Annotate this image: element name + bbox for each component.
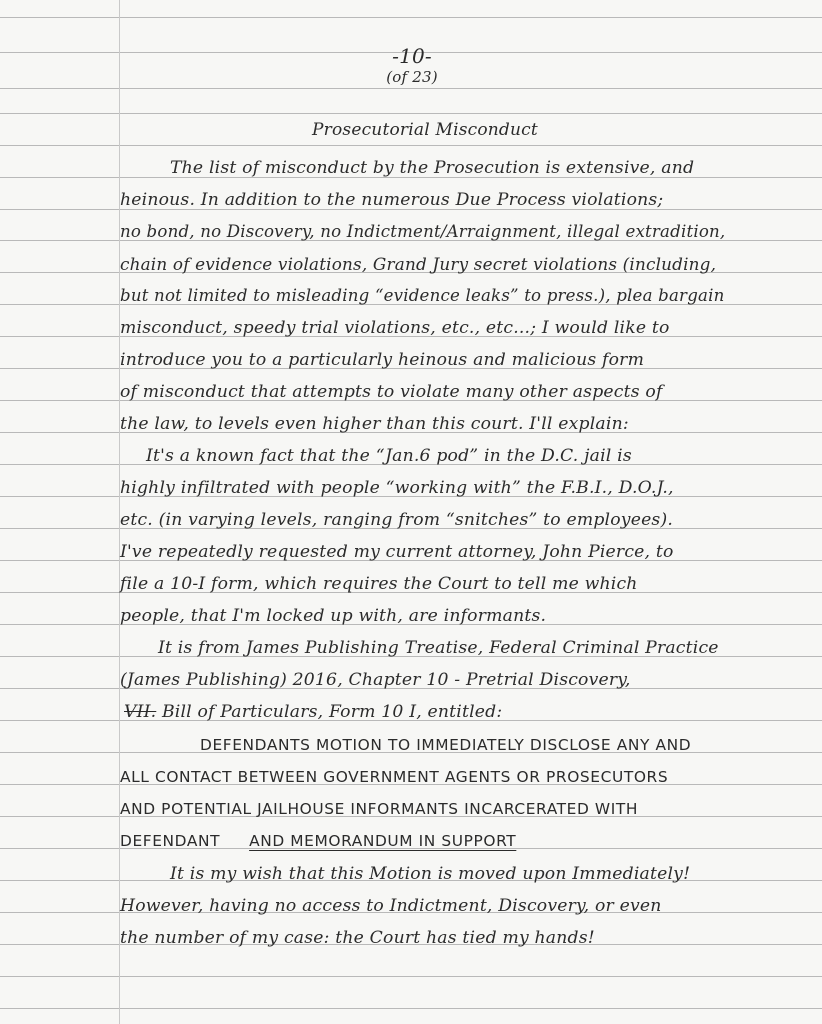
motion-title-line: ALL CONTACT BETWEEN GOVERNMENT AGENTS OR PROSECUTORS — [120, 768, 669, 786]
page-count: (of 23) — [386, 68, 438, 86]
section-title: Prosecutorial Misconduct — [312, 120, 538, 140]
page-number: -10- — [392, 44, 432, 68]
text-line: highly infiltrated with people “working with” the F.B.I., D.O.J., — [120, 478, 674, 498]
text-line: misconduct, speedy trial violations, etc., etc...; I would like to — [120, 318, 670, 338]
struck-prefix: VII. — [124, 702, 157, 722]
text-segment: DEFENDANT — [120, 832, 221, 850]
text-line: chain of evidence violations, Grand Jury secret violations (including, — [120, 254, 717, 274]
text-line: no bond, no Discovery, no Indictment/Arraignment, illegal extradition, — [120, 222, 726, 241]
text-segment: Bill of Particulars, Form 10 I, entitled: — [161, 702, 503, 722]
motion-title-line: AND POTENTIAL JAILHOUSE INFORMANTS INCARCERATED WITH — [120, 800, 639, 818]
underlined-heading: AND MEMORANDUM IN SUPPORT — [249, 832, 517, 850]
text-line: I've repeatedly requested my current attorney, John Pierce, to — [120, 542, 674, 562]
text-line: etc. (in varying levels, ranging from “snitches” to employees). — [120, 510, 674, 530]
ruled-line — [0, 976, 822, 977]
text-line: However, having no access to Indictment, Discovery, or even — [120, 896, 662, 916]
text-line — [124, 702, 502, 722]
ruled-line — [0, 17, 822, 18]
text-line: introduce you to a particularly heinous and malicious form — [120, 350, 645, 370]
ruled-line — [0, 145, 822, 146]
text-line: heinous. In addition to the numerous Due Process violations; — [120, 190, 664, 210]
motion-title-line — [120, 832, 516, 850]
text-line: It's a known fact that the “Jan.6 pod” in the D.C. jail is — [146, 446, 632, 466]
text-line: the number of my case: the Court has tied my hands! — [120, 928, 595, 948]
text-line: file a 10-I form, which requires the Court to tell me which — [120, 574, 638, 594]
motion-title-line: DEFENDANTS MOTION TO IMMEDIATELY DISCLOSE ANY AND — [200, 736, 692, 754]
text-line: It is my wish that this Motion is moved upon Immediately! — [170, 864, 691, 884]
text-line: the law, to levels even higher than this court. I'll explain: — [120, 414, 629, 434]
text-line: of misconduct that attempts to violate many other aspects of — [120, 382, 663, 402]
text-line: but not limited to misleading “evidence leaks” to press.), plea bargain — [120, 286, 725, 305]
text-line: people, that I'm locked up with, are informants. — [120, 606, 547, 626]
text-line: The list of misconduct by the Prosecution is extensive, and — [170, 158, 695, 178]
ruled-line — [0, 1008, 822, 1009]
ruled-line — [0, 88, 822, 89]
text-line: (James Publishing) 2016, Chapter 10 - Pretrial Discovery, — [120, 670, 631, 690]
text-line: It is from James Publishing Treatise, Federal Criminal Practice — [158, 638, 719, 658]
ruled-line — [0, 113, 822, 114]
